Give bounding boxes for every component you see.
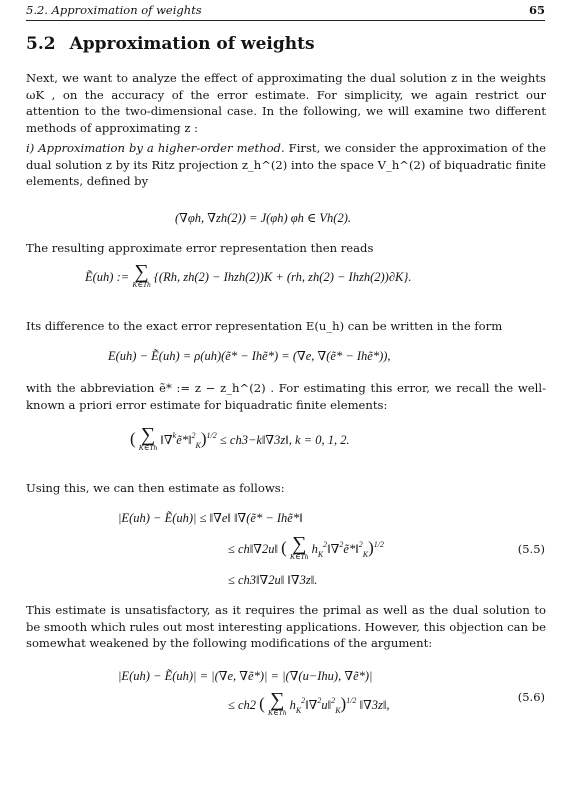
equation-5-5-line-1: |E(uh) − Ẽ(uh)| ≤ ‖∇e‖ ‖∇(ẽ* − Ihẽ*‖	[118, 511, 303, 525]
paragraph-abbreviation: with the abbreviation ẽ* := z − z_h^(2) . For estimating this error, we recall the well-known a priori error estimate for biquadratic finite elements:	[26, 381, 546, 412]
section-title: Approximation of weights	[69, 34, 315, 54]
eq6-line2-pre: ≤ ch2	[228, 697, 257, 712]
sum-symbol: ∑ K∈Th	[138, 424, 158, 452]
paragraph-method-i	[26, 140, 546, 190]
sum-symbol: ∑ K∈Th	[132, 261, 151, 289]
right-paren: )	[200, 428, 207, 448]
equation-number-5-5: (5.5)	[517, 542, 545, 556]
section-heading	[26, 34, 315, 54]
left-paren: (	[130, 428, 136, 448]
running-header	[26, 3, 545, 19]
equation-5-5-line-2: ≤ ch‖∇2u‖ ( ∑ K∈Th $h_K^2‖\nabla^2ẽ*‖^2_K)^{1/2}$	[228, 533, 384, 561]
paragraph-approx-rep: The resulting approximate error representation then reads	[26, 241, 374, 255]
eq2-lhs: Ẽ(uh) :=	[85, 269, 130, 284]
paragraph-unsatisfactory: This estimate is unsatisfactory, as it requires the primal as well as the dual solution to be smooth which rules out most interesting applications. However, this objection can be somewhat weakened by the following modifications of the argument:	[26, 603, 546, 650]
eq5-line2-pre: ≤ ch‖∇2u‖	[228, 541, 279, 556]
equation-approx-error-rep	[85, 261, 412, 291]
section-number: 5.2	[26, 34, 56, 54]
equation-number-5-6: (5.6)	[517, 690, 545, 704]
sum-index: K∈Th	[138, 443, 158, 452]
eq6-line2-post: ‖∇3z‖,	[359, 697, 390, 712]
equation-difference: E(uh) − Ẽ(uh) = ρ(uh)(ẽ* − Ihẽ*) = (∇e, ∇(ẽ* − Ihẽ*)),	[108, 349, 391, 363]
equation-5-6-line-1: |E(uh) − Ẽ(uh)| = |(∇e, ∇ẽ*)| = |(∇(u−Ihu), ∇ẽ*)|	[118, 669, 373, 683]
method-text: First, we consider the approximation of the dual solution z by its Ritz projection z_h^(2) into the space V_h^(2) of biquadratic finite elements, defined by	[26, 141, 546, 188]
equation-5-6-line-2: ≤ ch2 ( ∑ K∈Th $h_K^2‖\nabla^2u‖^2_K)^{1/2}$ ‖∇3z‖,	[228, 689, 390, 717]
header-rule	[26, 20, 545, 21]
equation-a-priori: ( ∑ K∈Th ‖∇$^k$ẽ*‖$^2_K$)$^{1/2}$ ≤ ch3−k‖∇3z‖, k = 0, 1, 2.	[130, 424, 350, 452]
eq4-rhs: ≤ ch3−k‖∇3z‖, k = 0, 1, 2.	[219, 432, 350, 447]
equation-5-5-line-3: ≤ ch3‖∇2u‖ ‖∇3z‖.	[228, 573, 318, 587]
paragraph-using: Using this, we can then estimate as follows:	[26, 481, 285, 495]
running-title: 5.2. Approximation of weights	[26, 3, 202, 17]
eq2-rhs: {(Rh, zh(2) − Ihzh(2))K + (rh, zh(2) − Ihzh(2))∂K}.	[153, 269, 412, 284]
page-number: 65	[528, 3, 545, 17]
paragraph-difference: Its difference to the exact error representation E(u_h) can be written in the form	[26, 319, 503, 333]
method-label: i) Approximation by a higher-order method.	[26, 141, 285, 155]
sum-index: K∈Th	[132, 280, 151, 289]
equation-ritz-projection: (∇φh, ∇zh(2)) = J(φh) φh ∈ Vh(2).	[175, 211, 351, 225]
paragraph-intro: Next, we want to analyze the effect of approximating the dual solution z in the weights ωK , on the accuracy of the error estimate. For simplicity, we again restrict our attention to the two-dimensional case. In the following, we will examine two different methods of approximating z :	[26, 71, 546, 135]
